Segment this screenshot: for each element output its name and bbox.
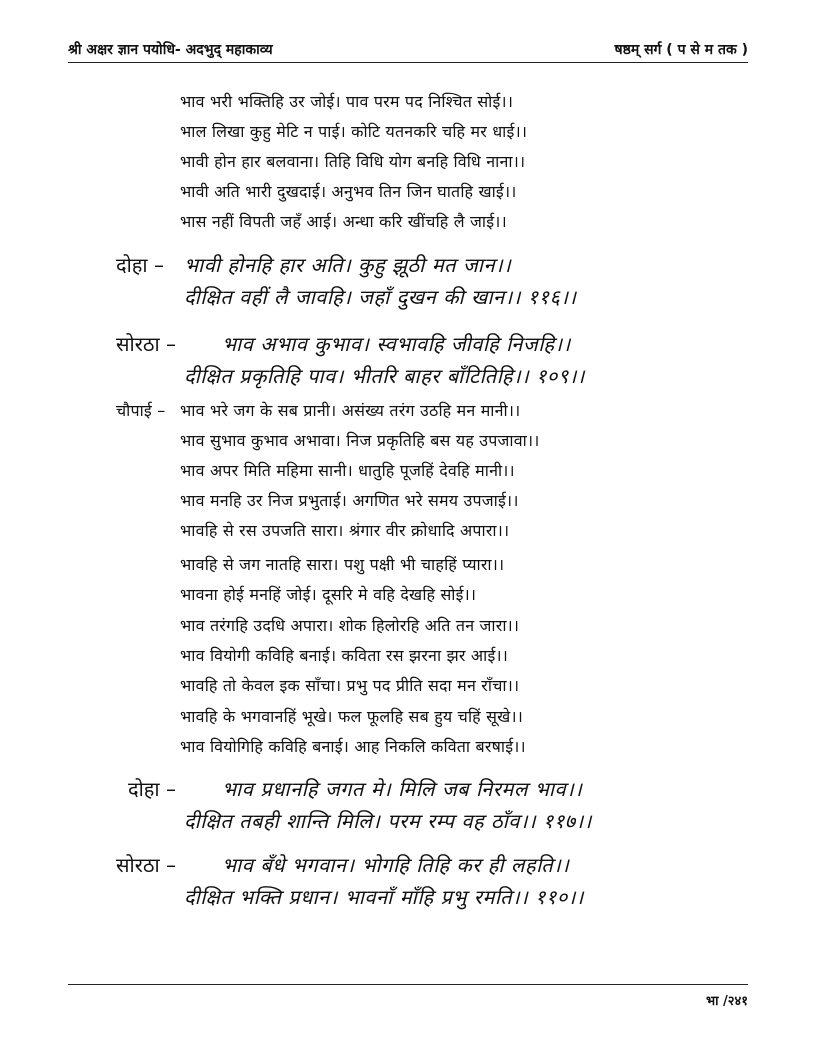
sortha-label: सोरठा – <box>116 332 177 356</box>
verse-line: भावी होन हार बलवाना। तिहि विधि योग बनहि विधि नाना।। <box>180 152 526 171</box>
verse-line: भावहि से जग नातहि सारा। पशु पक्षी भी चाहहिं प्यारा।। <box>180 555 505 574</box>
verse-line: भावहि से रस उपजति सारा। श्रंगार वीर क्रोधादि अपारा।। <box>180 521 510 540</box>
page-number: भा /२४१ <box>705 994 748 1009</box>
verse-line: भाव वियोगिहि कविहि बनाई। आह निकलि कविता बरषाई।। <box>180 737 526 756</box>
verse-line: भावना होई मनहिं जोई। दूसरि मे वहि देखहि सोई।। <box>180 585 477 604</box>
doha-line: दीक्षित वहीं लै जावहि। जहाँ दुखन की खान।। ११६।। <box>184 285 577 309</box>
page-header <box>68 40 748 63</box>
verse-line: भाव वियोगी कविहि बनाई। कविता रस झरना झर आई।। <box>180 646 509 665</box>
verse-line: भावहि तो केवल इक साँचा। प्रभु पद प्रीति सदा मन राँचा।। <box>180 676 520 695</box>
book-title: श्री अक्षर ज्ञान पयोधि- अदभुद् महाकाव्य <box>68 42 273 58</box>
verse-line: भाव सुभाव कुभाव अभावा। निज प्रकृतिहि बस यह उपजावा।। <box>180 431 540 450</box>
doha-line: भावी होनहि हार अति। कुहु झूठी मत जान।। <box>184 253 512 277</box>
verse-line: भावी अति भारी दुखदाई। अनुभव तिन जिन घातहि खाई।। <box>180 182 517 201</box>
chaupai-label: चौपाई – <box>116 401 166 420</box>
sortha-label: सोरठा – <box>116 853 177 877</box>
sortha-line: दीक्षित भक्ति प्रधान। भावनाँ माँहि प्रभु रमति।। ११०।। <box>184 885 584 909</box>
doha-label: दोहा – <box>116 253 164 277</box>
verse-line: भाव भरे जग के सब प्रानी। असंख्य तरंग उठहि मन मानी।। <box>180 401 521 420</box>
verse-line: भास नहीं विपती जहँ आई। अन्धा करि खींचहि लै जाई।। <box>180 212 507 231</box>
chapter-title: षष्ठम् सर्ग ( प से म तक ) <box>614 42 748 58</box>
verse-line: भाव भरी भक्तिहि उर जोई। पाव परम पद निश्चित सोई।। <box>180 92 514 111</box>
sortha-line: दीक्षित प्रकृतिहि पाव। भीतरि बाहर बाँटितिहि।। १०९।। <box>184 364 585 388</box>
verse-line: भाल लिखा कुहु मेटि न पाई। कोटि यतनकरि चहि मर धाई।। <box>180 122 528 141</box>
verse-line: भाव तरंगहि उदधि अपारा। शोक हिलोरहि अति तन जारा।। <box>180 616 520 635</box>
doha-line: भाव प्रधानहि जगत मे। मिलि जब निरमल भाव।। <box>222 777 583 801</box>
sortha-line: भाव बँधे भगवान। भोगहि तिहि कर ही लहति।। <box>222 853 570 877</box>
sortha-line: भाव अभाव कुभाव। स्वभावहि जीवहि निजहि।। <box>222 332 571 356</box>
page-footer <box>68 984 748 1009</box>
verse-line: भावहि के भगवानहिं भूखे। फल फूलहि सब हुय चहिं सूखे।। <box>180 707 523 726</box>
doha-label: दोहा – <box>128 777 176 801</box>
doha-line: दीक्षित तबही शान्ति मिलि। परम रम्प वह ठाँव।। ११७।। <box>184 809 592 833</box>
verse-line: भाव मनहि उर निज प्रभुताई। अगणित भरे समय उपजाई।। <box>180 491 519 510</box>
verse-line: भाव अपर मिति महिमा सानी। धातुहि पूजहिं देवहि मानी।। <box>180 461 515 480</box>
